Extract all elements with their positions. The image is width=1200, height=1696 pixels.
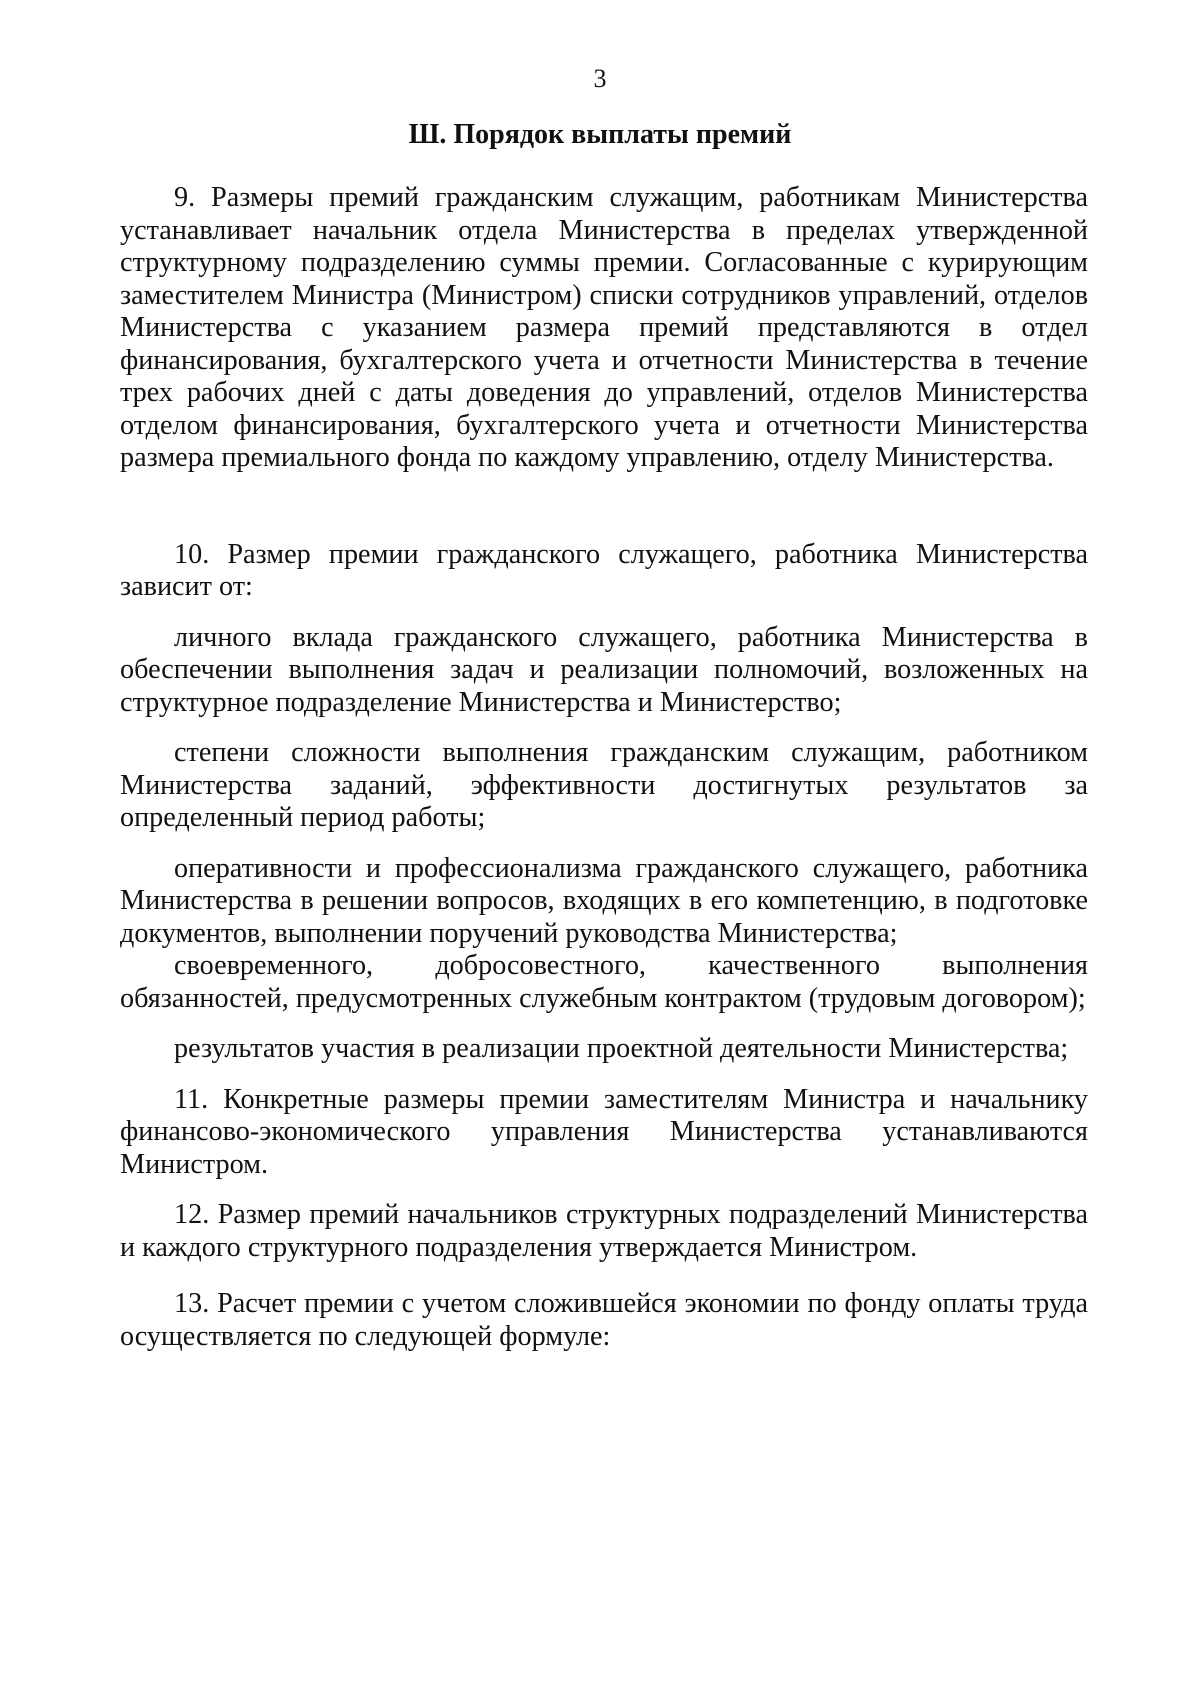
- paragraph-10-item-1: личного вклада гражданского служащего, работника Министерства в обеспечении выполнения задач и реализации полномочий, возложенных на структурное подразделение Министерства и Министерство;: [120, 621, 1088, 718]
- paragraph-10-item-5: результатов участия в реализации проектной деятельности Министерства;: [174, 1033, 1069, 1064]
- paragraph-10: 10. Размер премии гражданского служащего, работника Министерства зависит от:: [120, 538, 1088, 602]
- paragraph-9: 9. Размеры премий гражданским служащим, работникам Министерства устанавливает начальник отдела Министерства в пределах утвержденной структурному подразделению суммы премии. Согласованные с курирующим заместителем Министра (Министром) списки сотрудников управлений, отделов Министерства с указанием размера премий представляются в отдел финансирования, бухгалтерского учета и отчетности Министерства в течение трех рабочих дней с даты доведения до управлений, отделов Министерства отделом финансирования, бухгалтерского учета и отчетности Министерства размера премиального фонда по каждому управлению, отделу Министерства.: [120, 182, 1088, 473]
- paragraph-10-item-2: степени сложности выполнения гражданским служащим, работником Министерства заданий, эффективности достигнутых результатов за определенный период работы;: [120, 737, 1088, 833]
- paragraph-11: 11. Конкретные размеры премии заместителям Министра и начальнику финансово-экономического управления Министерства устанавливаются Министром.: [120, 1083, 1088, 1180]
- paragraph-13: 13. Расчет премии с учетом сложившейся экономии по фонду оплаты труда осуществляется по следующей формуле:: [120, 1288, 1088, 1352]
- paragraph-10-item-4: своевременного, добросовестного, качественного выполнения обязанностей, предусмотренных служебным контрактом (трудовым договором);: [120, 950, 1088, 1014]
- paragraph-10-item-3: оперативности и профессионализма гражданского служащего, работника Министерства в решении вопросов, входящих в его компетенцию, в подготовке документов, выполнении поручений руководства Министерства;: [120, 852, 1088, 949]
- page-number: 3: [593, 64, 607, 93]
- paragraph-12: 12. Размер премий начальников структурных подразделений Министерства и каждого структурного подразделения утверждается Министром.: [120, 1199, 1088, 1263]
- document-body: [120, 182, 1088, 1353]
- section-title: Ш. Порядок выплаты премий: [408, 119, 792, 150]
